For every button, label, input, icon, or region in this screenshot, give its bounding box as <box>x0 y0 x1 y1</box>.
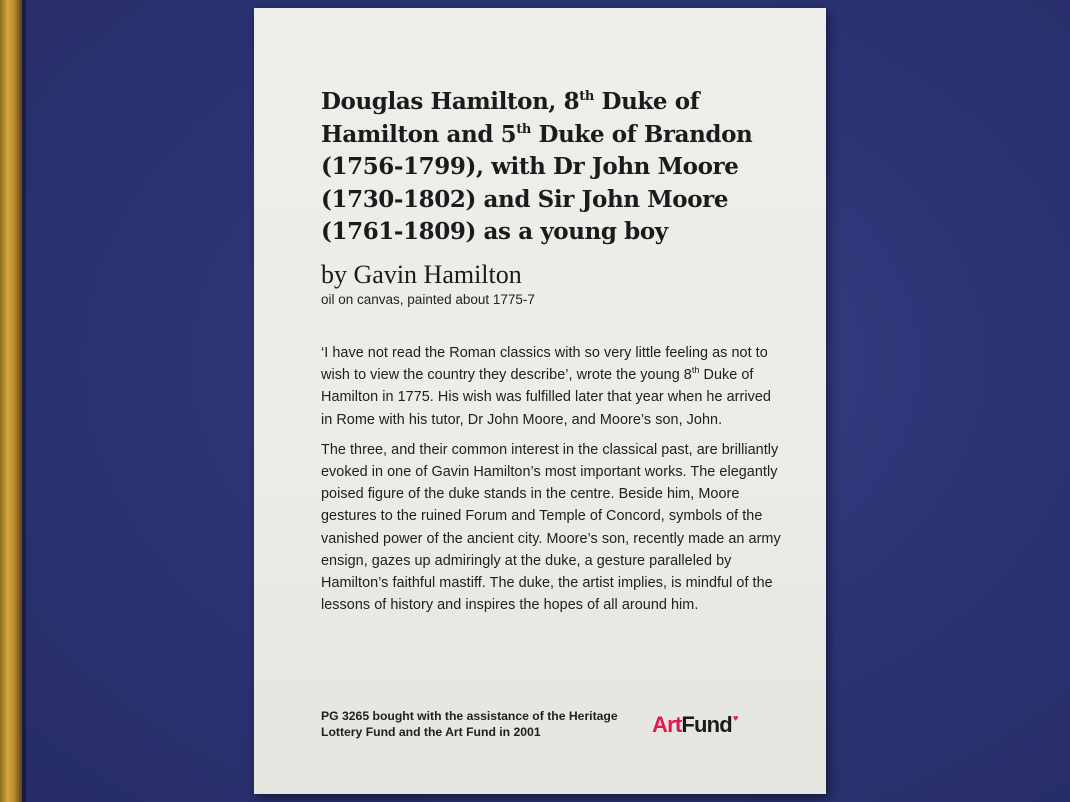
paragraph-text: ‘I have not read the Roman classics with so very little feeling as not to wish to view the country they describe’, wrote the young 8 <box>321 344 768 384</box>
paragraph-ordinal: th <box>691 365 700 376</box>
title-line-1 <box>321 88 699 115</box>
artwork-title <box>321 86 781 249</box>
paragraph-text: Duke of Hamilton in 1775. His wish was fulfilled later that year when he arrived in Rome with his tutor, Dr John Moore, and Moore’s son, John. <box>321 367 771 428</box>
title-text: Douglas Hamilton, 8 <box>321 88 580 115</box>
acquisition-credit: PG 3265 bought with the assistance of the Heritage Lottery Fund and the Art Fund in 2001 <box>321 709 618 739</box>
logo-art-text: Art <box>652 712 682 737</box>
title-ordinal: th <box>579 89 594 104</box>
title-line-2 <box>321 121 752 148</box>
title-ordinal: th <box>516 121 531 137</box>
title-text: Duke of <box>593 88 700 115</box>
medium-date: oil on canvas, painted about 1775-7 <box>321 291 535 307</box>
logo-fund-text: Fund <box>681 712 732 737</box>
title-text: Duke of Brandon <box>530 120 753 148</box>
title-text: Hamilton and 5 <box>321 120 517 148</box>
artist-name: by Gavin Hamilton <box>321 259 522 289</box>
title-line-4: (1730-1802) and Sir John Moore <box>321 185 729 213</box>
museum-label-card <box>254 8 826 794</box>
description-paragraph-1 <box>321 342 781 431</box>
title-line-3: (1756-1799), with Dr John Moore <box>321 153 739 181</box>
description-paragraph-2: The three, and their common interest in the classical past, are brilliantly evoked in one of Gavin Hamilton’s most important works. The elegantly poised figure of the duke stands in the centre. Beside him, Moore gestures to the ruined Forum and Temple of Concord, symbols of the vanished power of the ancient city. Moore’s son, recently made an army ensign, gazes up admiringly at the duke, a gesture paralleled by Hamilton’s faithful mastiff. The duke, the artist implies, is mindful of the lessons of history and inspires the hopes of all around him. <box>321 441 781 614</box>
title-line-5: (1761-1809) as a young boy <box>321 218 668 246</box>
label-content <box>321 86 781 616</box>
heart-icon: ♥ <box>732 713 738 723</box>
art-fund-logo <box>652 712 738 742</box>
painting-frame-edge <box>0 0 22 802</box>
